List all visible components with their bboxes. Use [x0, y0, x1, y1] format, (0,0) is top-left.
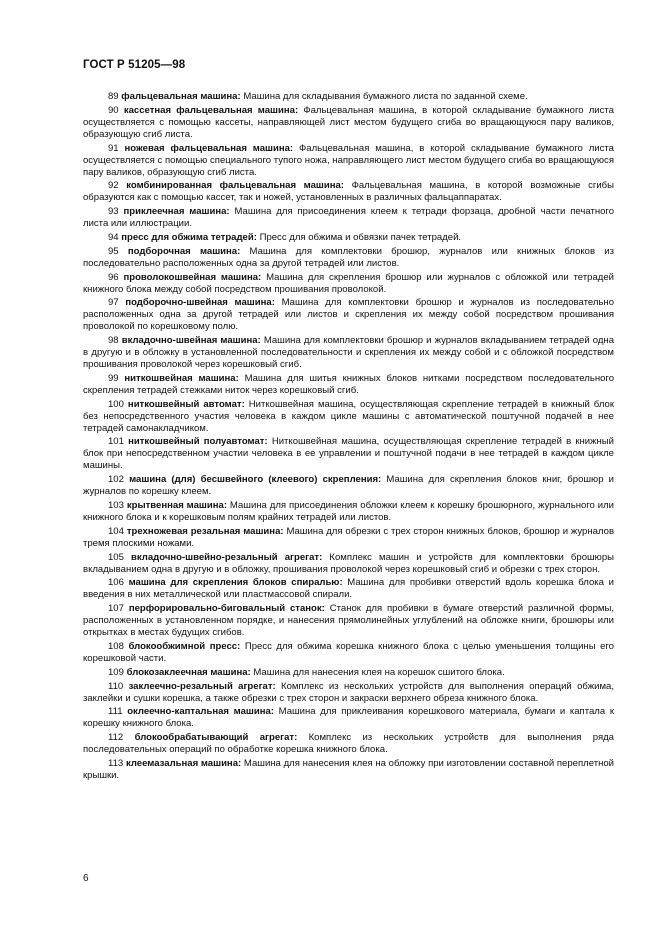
- term-entry: [83, 246, 614, 270]
- term-definition: Машина для комплектовки брошюр и журналов из последовательно расположенных одна за другой тетрадей или листов и скрепления их между собой посредством прошивания проволокой по корешковому полю.: [83, 297, 614, 333]
- term-definition: Машина для скрепления брошюр или журналов с обложкой или тетрадей книжного блока между собой посредством прошивания проволокой.: [83, 271, 614, 295]
- term-entry: [83, 641, 614, 665]
- term-entry: [83, 335, 614, 371]
- term-definition: Пресс для обжима и обвязки пачек тетрадей.: [259, 231, 462, 243]
- term-entry: [83, 758, 614, 782]
- term-entry: [83, 474, 614, 498]
- term-number: 95: [108, 245, 119, 257]
- term-name: заклеечно-резальный агрегат:: [128, 680, 276, 692]
- term-entry: [83, 297, 614, 333]
- term-number: 92: [108, 180, 119, 192]
- term-entry: [83, 500, 614, 524]
- term-definition: Комплекс из нескольких устройств для выполнения операций обжима, заклейки и сушки корешка, а также обрезки с трех сторон и закраски верхнего обреза книжного блока.: [83, 680, 615, 704]
- term-definition: Фальцевальная машина, в которой складывание бумажного листа осуществляется с помощью кассеты, направляющей лист местом будущего сгиба во вращающуюся пару валиков, образующую сгиб листа.: [83, 104, 614, 140]
- term-entry: [83, 603, 614, 639]
- term-name: пресс для обжима тетрадей:: [121, 231, 257, 243]
- term-number: 101: [108, 436, 124, 448]
- term-entry: [83, 272, 614, 296]
- terms-list: [83, 91, 614, 784]
- term-name: блокообрабатывающий агрегат:: [134, 732, 298, 744]
- term-name: комбинированная фальцевальная машина:: [126, 180, 344, 192]
- term-definition: Машина для комплектовки брошюр и журналов вкладыванием тетрадей одна в другую и в обложку в установленной последовательности и скрепления их между собой и с обложкой посредством прошивания проволокой через корешковый сгиб.: [83, 335, 615, 371]
- term-number: 103: [108, 499, 124, 511]
- term-definition: Машина для нанесения клея на корешок сшитого блока.: [253, 666, 505, 678]
- term-definition: Машина для присоединения обложки клеем к корешку брошюрного, журнального или книжного блока и к корешковым полям крайних тетрадей или листов.: [83, 499, 615, 523]
- term-number: 98: [108, 335, 119, 347]
- term-definition: Фальцевальная машина, в которой возможные сгибы образуются как с помощью кассет, так и ножей, установленных в различных фальцаппаратах.: [83, 180, 614, 204]
- term-name: приклеечная машина:: [123, 206, 230, 218]
- term-name: подборочно-швейная машина:: [125, 297, 275, 309]
- term-name: ножевая фальцевальная машина:: [124, 142, 294, 154]
- term-definition: Станок для пробивки в бумаге отверстий различной формы, расположенных в установленном порядке, и нанесения прямолинейных углублений на обложке книги, брошюры или открытках в местах будущих сгибов.: [83, 603, 614, 639]
- term-definition: Машина для приклеивания корешкового материала, бумаги и каптала к корешку книжного блока.: [83, 706, 615, 730]
- term-number: 96: [108, 271, 119, 283]
- term-number: 102: [108, 474, 124, 486]
- term-number: 90: [108, 104, 119, 116]
- term-name: оклеечно-каптальная машина:: [127, 706, 274, 718]
- term-number: 93: [108, 206, 119, 218]
- term-name: машина для скрепления блоков спиралью:: [128, 577, 343, 589]
- term-number: 91: [108, 142, 119, 154]
- term-number: 108: [108, 640, 124, 652]
- term-number: 99: [108, 372, 119, 384]
- term-number: 112: [108, 732, 124, 744]
- term-entry: [83, 667, 614, 679]
- term-entry: [83, 91, 614, 103]
- term-entry: [83, 681, 614, 705]
- term-entry: [83, 732, 614, 756]
- term-number: 97: [108, 297, 119, 309]
- term-entry: [83, 706, 614, 730]
- term-definition: Ниткошвейная машина, осуществляющая скрепление тетрадей в книжный блок при непосредственном участии человека в ее управлении и поштучной подачи в нее тетрадей в каждом цикле машины.: [83, 436, 614, 472]
- term-number: 105: [108, 551, 124, 563]
- term-definition: Машина для складывания бумажного листа по заданной схеме.: [243, 91, 528, 102]
- term-number: 104: [108, 525, 124, 537]
- term-name: фальцевальная машина:: [121, 91, 241, 102]
- term-name: вкладочно-швейная машина:: [121, 335, 261, 347]
- term-name: ниткошвейная машина:: [124, 372, 239, 384]
- term-name: трехножевая резальная машина:: [126, 525, 284, 537]
- term-entry: [83, 399, 614, 435]
- document-header: ГОСТ Р 51205—98: [83, 59, 186, 71]
- term-entry: [83, 577, 614, 601]
- term-entry: [83, 436, 614, 472]
- term-number: 89: [108, 91, 119, 102]
- term-name: ниткошвейный полуавтомат:: [128, 436, 268, 448]
- term-name: проволокошвейная машина:: [123, 271, 262, 283]
- term-definition: Машина для скрепления блоков книг, брошюр и журналов по корешку клеем.: [83, 474, 615, 498]
- term-number: 107: [108, 603, 124, 615]
- term-definition: Пресс для обжима корешка книжного блока с целью уменьшения толщины его корешковой части.: [83, 640, 614, 664]
- page-number: 6: [83, 873, 89, 884]
- term-definition: Машина для обрезки с трех сторон книжных блоков, брошюр и журналов тремя плоскими ножами.: [83, 525, 615, 549]
- term-entry: [83, 232, 614, 244]
- term-entry: [83, 206, 614, 230]
- term-name: кассетная фальцевальная машина:: [123, 104, 299, 116]
- term-number: 111: [108, 706, 123, 718]
- term-entry: [83, 105, 614, 141]
- term-entry: [83, 143, 614, 179]
- term-name: блокообжимной пресс:: [128, 640, 241, 652]
- term-definition: Комплекс машин и устройств для комплектовки брошюры вкладыванием одна в другую и в обложку, прошивания проволокой через корешковый сгиб и обрезки с трех сторон.: [83, 551, 615, 575]
- term-definition: Фальцевальная машина, в которой складывание бумажного листа осуществляется с помощью специального тупого ножа, направляющего лист местом будущего сгиба во вращающуюся пару валиков, образующую сгиб листа.: [83, 142, 614, 178]
- term-number: 94: [108, 231, 119, 243]
- term-number: 110: [108, 680, 124, 692]
- term-name: ниткошвейный автомат:: [127, 398, 245, 410]
- term-definition: Машина для комплектовки брошюр, журналов или книжных блоков из последовательно расположенных одна за другой тетрадей или листов.: [83, 245, 614, 269]
- term-entry: [83, 552, 614, 576]
- term-name: блокозаклеечная машина:: [126, 666, 251, 678]
- term-entry: [83, 180, 614, 204]
- term-name: крытвенная машина:: [126, 499, 227, 511]
- term-name: клеемазальная машина:: [125, 757, 242, 769]
- term-definition: Машина для нанесения клея на обложку при изготовлении составной переплетной крышки.: [83, 757, 614, 781]
- term-entry: [83, 373, 614, 397]
- term-number: 106: [108, 577, 124, 589]
- term-number: 100: [108, 398, 124, 410]
- term-name: подборочная машина:: [127, 245, 241, 257]
- term-name: машина (для) бесшвейного (клеевого) скрепления:: [129, 474, 382, 486]
- term-number: 113: [108, 757, 124, 769]
- term-definition: Машина для шитья книжных блоков нитками посредством последовательного скрепления тетрадей стежками ниток через корешковый сгиб.: [83, 372, 614, 396]
- term-definition: Машина для пробивки отверстий вдоль корешка блока и введения в них металлической или пластмассовой спирали.: [83, 577, 614, 601]
- term-number: 109: [108, 666, 124, 678]
- term-name: вкладочно-швейно-резальный агрегат:: [131, 551, 323, 563]
- term-entry: [83, 526, 614, 550]
- term-definition: Машина для присоединения клеем к тетради форзаца, дробной части печатного листа или иллюстрации.: [83, 206, 615, 230]
- term-name: перфорировально-биговальный станок:: [128, 603, 325, 615]
- term-definition: Комплекс из нескольких устройств для выполнения ряда последовательных операций по обработке корешка книжного блока.: [83, 732, 614, 756]
- term-definition: Ниткошвейная машина, осуществляющая скрепление тетрадей в книжный блок без непосредственного участия человека в каждом цикле машины с автоматической поштучной подачей в нее тетрадей самонакладчиком.: [83, 398, 614, 434]
